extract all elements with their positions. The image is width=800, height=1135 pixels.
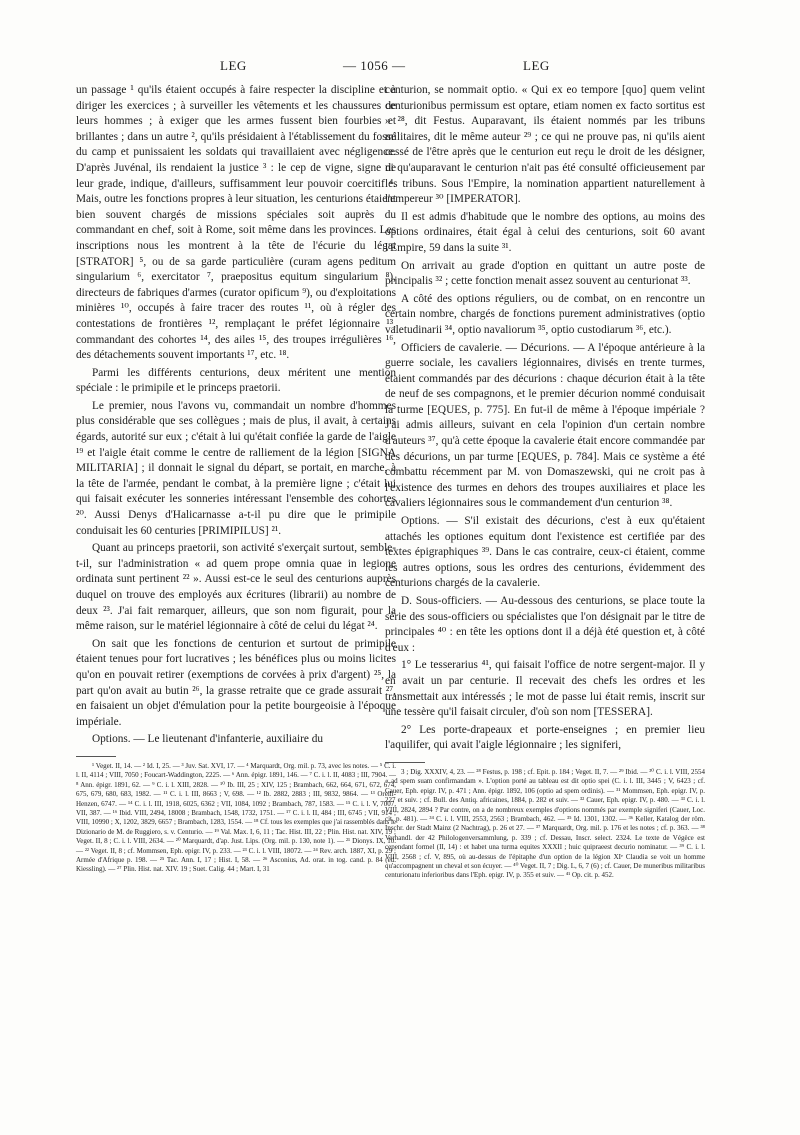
paragraph: D. Sous-officiers. — Au-dessous des centurions, se place toute la série des sous-officiers ou spécialistes que l'on désignait par le titre de principales ⁴⁰ : en tête les options dont il a déjà été question et, à côté d'eux : xyxy=(385,595,705,654)
paragraph: On arrivait au grade d'option en quittant un autre poste de principalis ³² ; cette fonction menait assez souvent au centurionat ³³. xyxy=(385,259,705,288)
footnote-separator xyxy=(385,762,425,763)
left-column xyxy=(76,83,396,877)
paragraph: A côté des options réguliers, ou de combat, on en rencontre un certain nombre, chargés de fonctions purement administratives (optio valetudinarii ³⁴, optio navaliorum ³⁵, optio custodiarum ³⁶, etc.). xyxy=(385,292,705,336)
page-header xyxy=(0,58,800,80)
paragraph: centurion, se nommait optio. « Qui ex eo tempore [quo] quem velint centurionibus permissum est optare, etiam nomen ex facto sortitus est » ²⁸, dit Festus. Auparavant, ils étaient nommés par les tribuns militaires, dit le même auteur ²⁹ ; ce qui ne prouve pas, ni qu'ils aient cessé de l'être après que le centurion eut reçu le droit de les désigner, ni qu'auparavant le centurion n'ait pas été consulté officieusement par les tribuns. Sous l'Empire, la nomination appartient naturellement à l'empereur ³⁰ [IMPERATOR]. xyxy=(385,84,705,206)
paragraph: Officiers de cavalerie. — Décurions. — A l'époque antérieure à la guerre sociale, les cavaliers légionnaires, divisés en trente turmes, étaient commandés par des décurions : chaque décurion était à la tête de neuf de ses compagnons, et le premier décurion nommé conduisait la turme [EQUES, p. 775]. En fut-il de même à l'époque impériale ? J'ai admis ailleurs, suivant en cela l'opinion d'un certain nombre d'auteurs ³⁷, qu'à cette époque la cavalerie était encore commandée par des décurions, un par turme [EQUES, p. 784]. Mais ce système a été combattu récemment par M. von Domaszewski, qui ne croit pas à l'existence des turmes en dehors des troupes auxiliaires et place les cavaliers légionnaires sous le commandement d'un centurion ³⁸. xyxy=(385,341,705,510)
paragraph: Il est admis d'habitude que le nombre des options, au moins des options ordinaires, était égal à celui des centurions, soit 60 avant l'Empire, 59 dans la suite ³¹. xyxy=(385,210,705,254)
footnotes: 3 ; Dig. XXXIV, 4, 23. — ²⁸ Festus, p. 198 ; cf. Epit. p. 184 ; Veget. II, 7. — ²⁹ Ibid. — ³⁰ C. i. l. VIII, 2554 « ad spem suam confirmandam ». L'option porté au tableau est dit optio spei (C. i. l. III, 3445 ; V, 6423 ; cf. Cauer, Eph. epigr. IV, p. 471 ; Ann. épigr. 1892, 106 (optio ad spem ordinis). — ³¹ Mommsen, Eph. epigr. IV, p. 227 et suiv. ; cf. Bull. des Antiq. africaines, 1884, p. 282 et suiv. — ³² Cauer, Eph. epigr. IV, p. 480. — ³³ C. i. l. VIII, 2824, 2894 ? Par contre, on a de nombreux exemples d'options nommés par exemple signiferi (Cauer, Loc. cit. p. 481). — ³⁴ C. i. l. VIII, 2553, 2563 ; Brambach, 462. — ³⁵ Id. 1301, 1302. — ³⁶ Keller, Katalog der röm. Inschr. der Stadt Mainz (2 Nachtrag), p. 26 et 27. — ³⁷ Marquardt, Org. mil. p. 176 et les notes ; cf. p. 363. — ³⁸ Verhandl. der 42 Philologenversammlung, p. 339 ; cf. Dessau, Inscr. select. 2324. Le texte de Végèce est cependant formel (II, 14) : et habet una turma equites XXXII ; huic quipraeest decurio nominatur. — ³⁹ C. i. l. VIII, 2568 ; cf. V, 895, où au-dessus de l'épitaphe d'un option de la légion XIᵉ Claudia se voit un homme qu'accompagnent un cheval et son écuyer. — ⁴⁰ Veget. II, 7 ; Dig. L, 6, 7 (6) ; cf. Cauer, De muneribus militaribus centurionatu inferioribus dans l'Eph. epigr. IV, p. 355 et suiv. — ⁴¹ Op. cit. p. 452. xyxy=(385,767,705,880)
running-head-left: LEG xyxy=(220,58,247,73)
paragraph: Options. — Le lieutenant d'infanterie, auxiliaire du xyxy=(92,733,324,746)
paragraph: Le premier, nous l'avons vu, commandait un nombre d'hommes plus considérable que ses collègues ; mais de plus, il avait, à certains égards, autorité sur eux ; c'était à lui qu'était confiée la garde de l'aigle ¹⁹ et l'aigle était comme le centre de ralliement de la légion [SIGNA MILITARIA] ; il donnait le signal du départ, se portait, en marche, à la tête de l'armée, pendant le combat, à la première ligne ; c'était lui qui faisait exécuter les sonneries intéressant l'ensemble des cohortes ²⁰. Aussi Denys d'Halicarnasse a-t-il pu dire que le primipile conduisait les 60 centuries [PRIMIPILUS] ²¹. xyxy=(76,399,396,537)
page-number: — 1056 — xyxy=(343,58,406,73)
paragraph: Quant au princeps praetorii, son activité s'exerçait surtout, semble-t-il, sur l'administration « ad quem prope omnia quae in legione ordinata sunt pertinent ²² ». Aussi est-ce le seul des centurions auprès duquel on trouve des employés aux écritures (librarii) au nombre de deux ²³. J'ai fait remarquer, ailleurs, que son nom figurait, pour la même raison, sur le matériel légionnaire à côté de celui du légat ²⁴. xyxy=(76,542,396,633)
right-column xyxy=(385,83,705,883)
paragraph: Options. — S'il existait des décurions, c'est à eux qu'étaient attachés les optiones equitum dont l'existence est certifiée par des textes épigraphiques ³⁹. Dans le cas contraire, ceux-ci étaient, comme les autres options, sous les ordres des centurions, évidemment des centurions chargés de la cavalerie. xyxy=(385,515,705,590)
paragraph: On sait que les fonctions de centurion et surtout de primipile étaient tenues pour fort lucratives ; les bénéfices plus ou moins licites qu'on en pouvait retirer (exemptions de corvées à prix d'argent) ²⁵, la part qu'on avait au butin ²⁶, la grasse retraite que ce grade assurait ²⁷, en faisaient un objet d'émulation pour la petite bourgeoisie à l'époque impériale. xyxy=(76,637,396,728)
paragraph: Parmi les différents centurions, deux méritent une mention spéciale : le primipile et le princeps praetorii. xyxy=(76,366,396,395)
paragraph: 2° Les porte-drapeaux et porte-enseignes ; en premier lieu l'aquilifer, qui avait l'aigle légionnaire ; les signiferi, xyxy=(385,723,705,752)
paragraph: un passage ¹ qu'ils étaient occupés à faire respecter la discipline et à diriger les exercices ; à surveiller les vêtements et les chaussures de leurs hommes ; à exiger que les armes fussent bien fourbies et brillantes ; dans un autre ², qu'ils présidaient à l'établissement du fossé du camp et punissaient les soldats qui travaillaient avec négligence. D'après Juvénal, ils rendaient la justice ³ : le cep de vigne, signe de leur grade, indique, d'ailleurs, suffisamment leur pouvoir coercitif ⁴. Mais, outre les fonctions propres à leur situation, les centurions étaient bien souvent chargés de missions spéciales soit auprès du commandant en chef, soit à Rome, soit même dans les provinces. Les inscriptions nous les montrent à la tête de l'écurie du légat [STRATOR] ⁵, ou de sa garde particulière (curam agens peditum singularium ⁶, exercitator ⁷, praepositus equitum singularium ⁸), directeurs de fabriques d'armes (curator opificum ⁹), ou d'exploitations minières ¹⁰, occupés à faire tracer des routes ¹¹, où à régler des contestations de frontières ¹², remplaçant le préfet légionnaire ¹³, commandant des cohortes ¹⁴, des ailes ¹⁵, des troupes irrégulières ¹⁶, des détachements souvent importants ¹⁷, etc. ¹⁸. xyxy=(76,84,396,362)
paragraph: 1° Le tesserarius ⁴¹, qui faisait l'office de notre sergent-major. Il y en avait un par centurie. Il recevait des chefs les ordres et les transmettait aux intéressés ; le mot de passe lui était remis, inscrit sur une tessère qu'il faisait circuler, d'où son nom [TESSERA]. xyxy=(385,659,705,719)
running-head-right: LEG xyxy=(523,58,550,73)
footnote-separator xyxy=(76,756,116,757)
footnotes: ¹ Veget. II, 14. — ² Id. I, 25. — ³ Juv. Sat. XVI, 17. — ⁴ Marquardt, Org. mil. p. 73, avec les notes. — ⁵ C. i. l. II, 4114 ; VIII, 7050 ; Foucart-Waddington, 2225. — ⁶ Ann. épigr. 1891, 146. — ⁷ C. i. l. II, 4083 ; III, 7904. — ⁸ Ann. épigr. 1891, 62. — ⁹ C. i. l. XIII, 2828. — ¹⁰ Ib. III, 25 ; XIV, 125 ; Brambach, 662, 664, 671, 672, 674, 675, 679, 680, 683, 1982. — ¹¹ C. i. l. III, 8663 ; V, 698. — ¹² Ib. 2882, 2883 ; III, 9832, 9864. — ¹³ Orelli-Henzen, 6747. — ¹⁴ C. i. l. III, 1918, 6025, 6362 ; VII, 1084, 1092 ; Brambach, 787, 1583. — ¹⁵ C. i. l. V, 7007, VII, 387. — ¹⁶ Ibid. VIII, 2494, 18008 ; Brambach, 1548, 1732, 1751. — ¹⁷ C. i. l. II, 484 ; III, 6745 ; VII, 914 ; VIII, 10990 ; X, 1202, 3829, 6657 ; Brambach, 1283, 1554. — ¹⁸ Cf. tous les exemples que j'ai rassemblés dans le Dizionario de M. de Ruggiero, s. v. Centurio. — ¹⁹ Val. Max. I, 6, 11 ; Tac. Hist. III, 22 ; Plin. Hist. nat. XIV, 19 ; Veget. II, 8 ; C. i. l. VIII, 2634. — ²⁰ Marquardt, d'ap. Just. Lips. (Org. mil. p. 130, note 1). — ²¹ Dionys. IX, 10. — ²² Veget. II, 8 ; cf. Mommsen, Eph. epigr. IV, p. 233. — ²³ C. i. l. VIII, 18072. — ²⁴ Rev. arch. 1887, XI, p. 29 ; Armée d'Afrique p. 198. — ²⁵ Tac. Ann. I, 17 ; Hist. I, 58. — ²⁶ Asconius, Ad. orat. in tog. cand. p. 84 (éd. Kiessling). — ²⁷ Plin. Hist. nat. XIV. 19 ; Suet. Calig. 44 ; Mart. I, 31 xyxy=(76,761,396,874)
